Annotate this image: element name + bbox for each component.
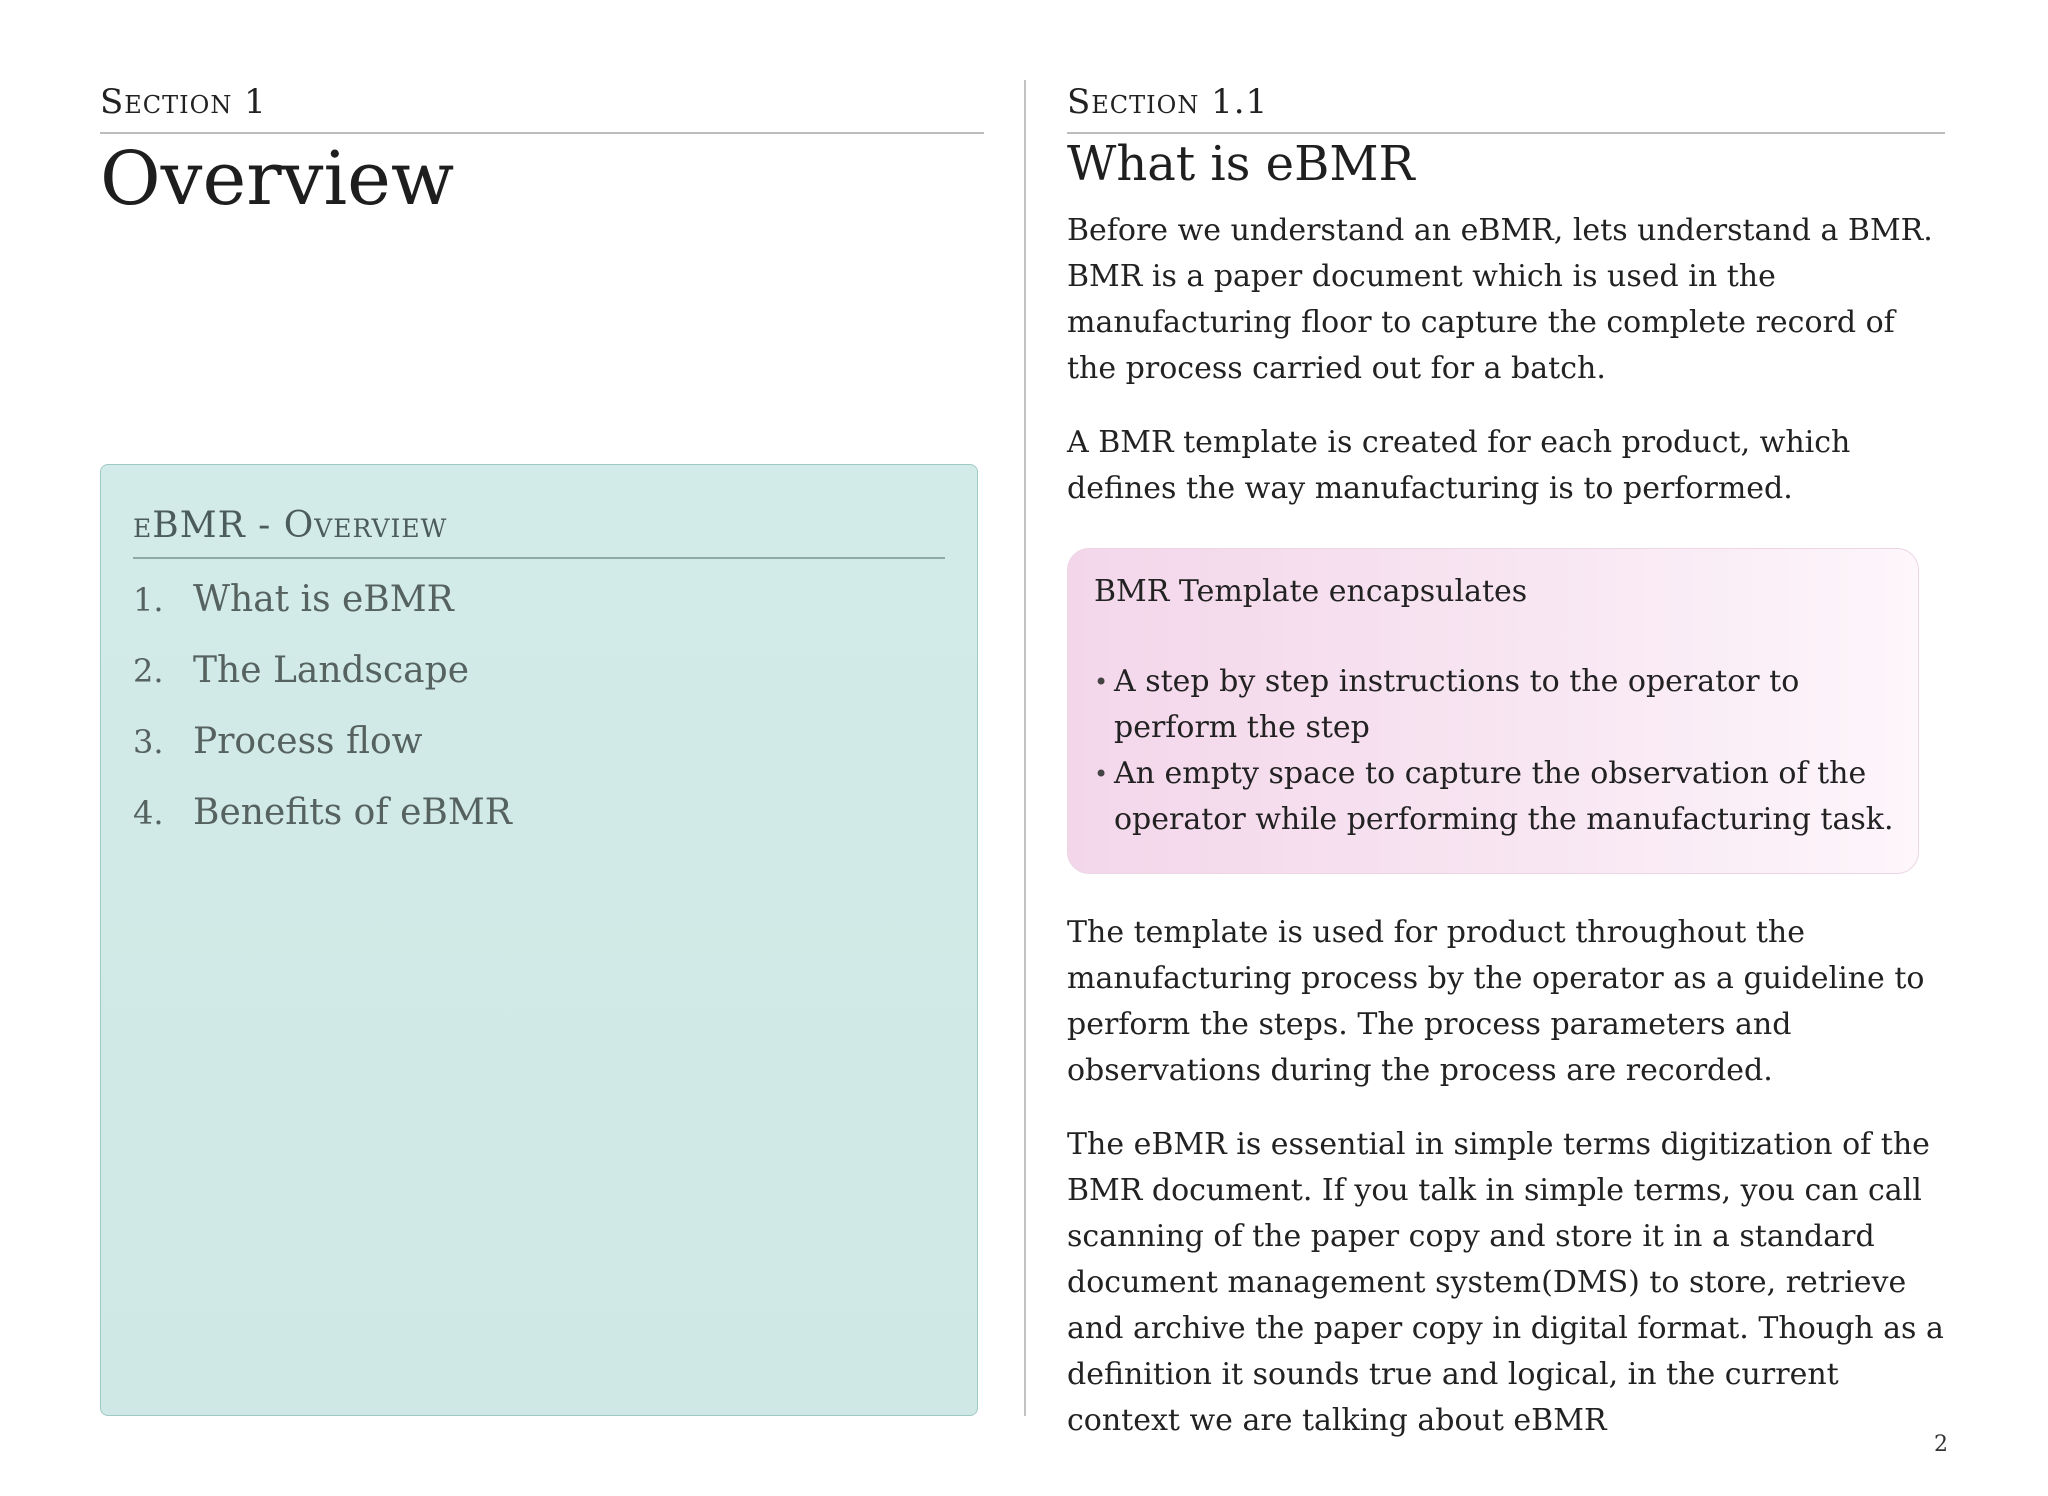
body-paragraph: The template is used for product throughout the manufacturing process by the operator as a guideline to perform the steps. The process parameters and observations during the process are recorded. [1067, 915, 1925, 1088]
toc-item-label: Benefits of eBMR [193, 792, 512, 833]
body-paragraph: Before we understand an eBMR, lets understand a BMR. BMR is a paper document which is used in the manufacturing floor to capture the complete record of the process carried out for a batch. [1067, 213, 1933, 386]
right-column [1067, 80, 1945, 1444]
toc-item[interactable] [133, 650, 512, 721]
toc-item-label: Process flow [193, 721, 423, 762]
subsection-title: What is eBMR [1067, 136, 1415, 192]
column-divider [1024, 80, 1026, 1416]
bullet-icon: • [1094, 668, 1109, 696]
callout-item-text: An empty space to capture the observation of the operator while performing the manufacturing task. [1114, 756, 1894, 837]
toc-item-number: 1. [133, 581, 164, 619]
toc-list [133, 579, 512, 863]
callout-list-item [1094, 659, 1894, 751]
body-paragraph: The eBMR is essential in simple terms digitization of the BMR document. If you talk in simple terms, you can call scanning of the paper copy and store it in a standard document management system(DMS) to store, retrieve and archive the paper copy in digital format. Though as a definition it sounds true and logical, in the current context we are talking about eBMR [1067, 1127, 1944, 1438]
toc-title: eBMR - Overview [133, 501, 945, 559]
section-label: Section 1 [100, 80, 984, 134]
bullet-icon: • [1094, 760, 1109, 788]
callout-list [1094, 659, 1894, 843]
left-column [100, 80, 984, 224]
section-title: Overview [100, 136, 455, 222]
toc-item-label: What is eBMR [193, 579, 454, 620]
toc-item[interactable] [133, 721, 512, 792]
toc-item-number: 2. [133, 652, 164, 690]
callout-title: BMR Template encapsulates [1094, 574, 1528, 609]
callout-item-text: A step by step instructions to the operator to perform the step [1114, 664, 1800, 745]
toc-item-label: The Landscape [193, 650, 469, 691]
table-of-contents-box [100, 464, 978, 1416]
toc-item[interactable] [133, 579, 512, 650]
page-number: 2 [1934, 1432, 1948, 1457]
toc-item[interactable] [133, 792, 512, 863]
subsection-label: Section 1.1 [1067, 80, 1945, 134]
toc-item-number: 4. [133, 794, 164, 832]
toc-item-number: 3. [133, 723, 164, 761]
body-paragraph: A BMR template is created for each product, which defines the way manufacturing is to performed. [1067, 425, 1851, 506]
callout-list-item [1094, 751, 1894, 843]
callout-box [1067, 548, 1919, 874]
